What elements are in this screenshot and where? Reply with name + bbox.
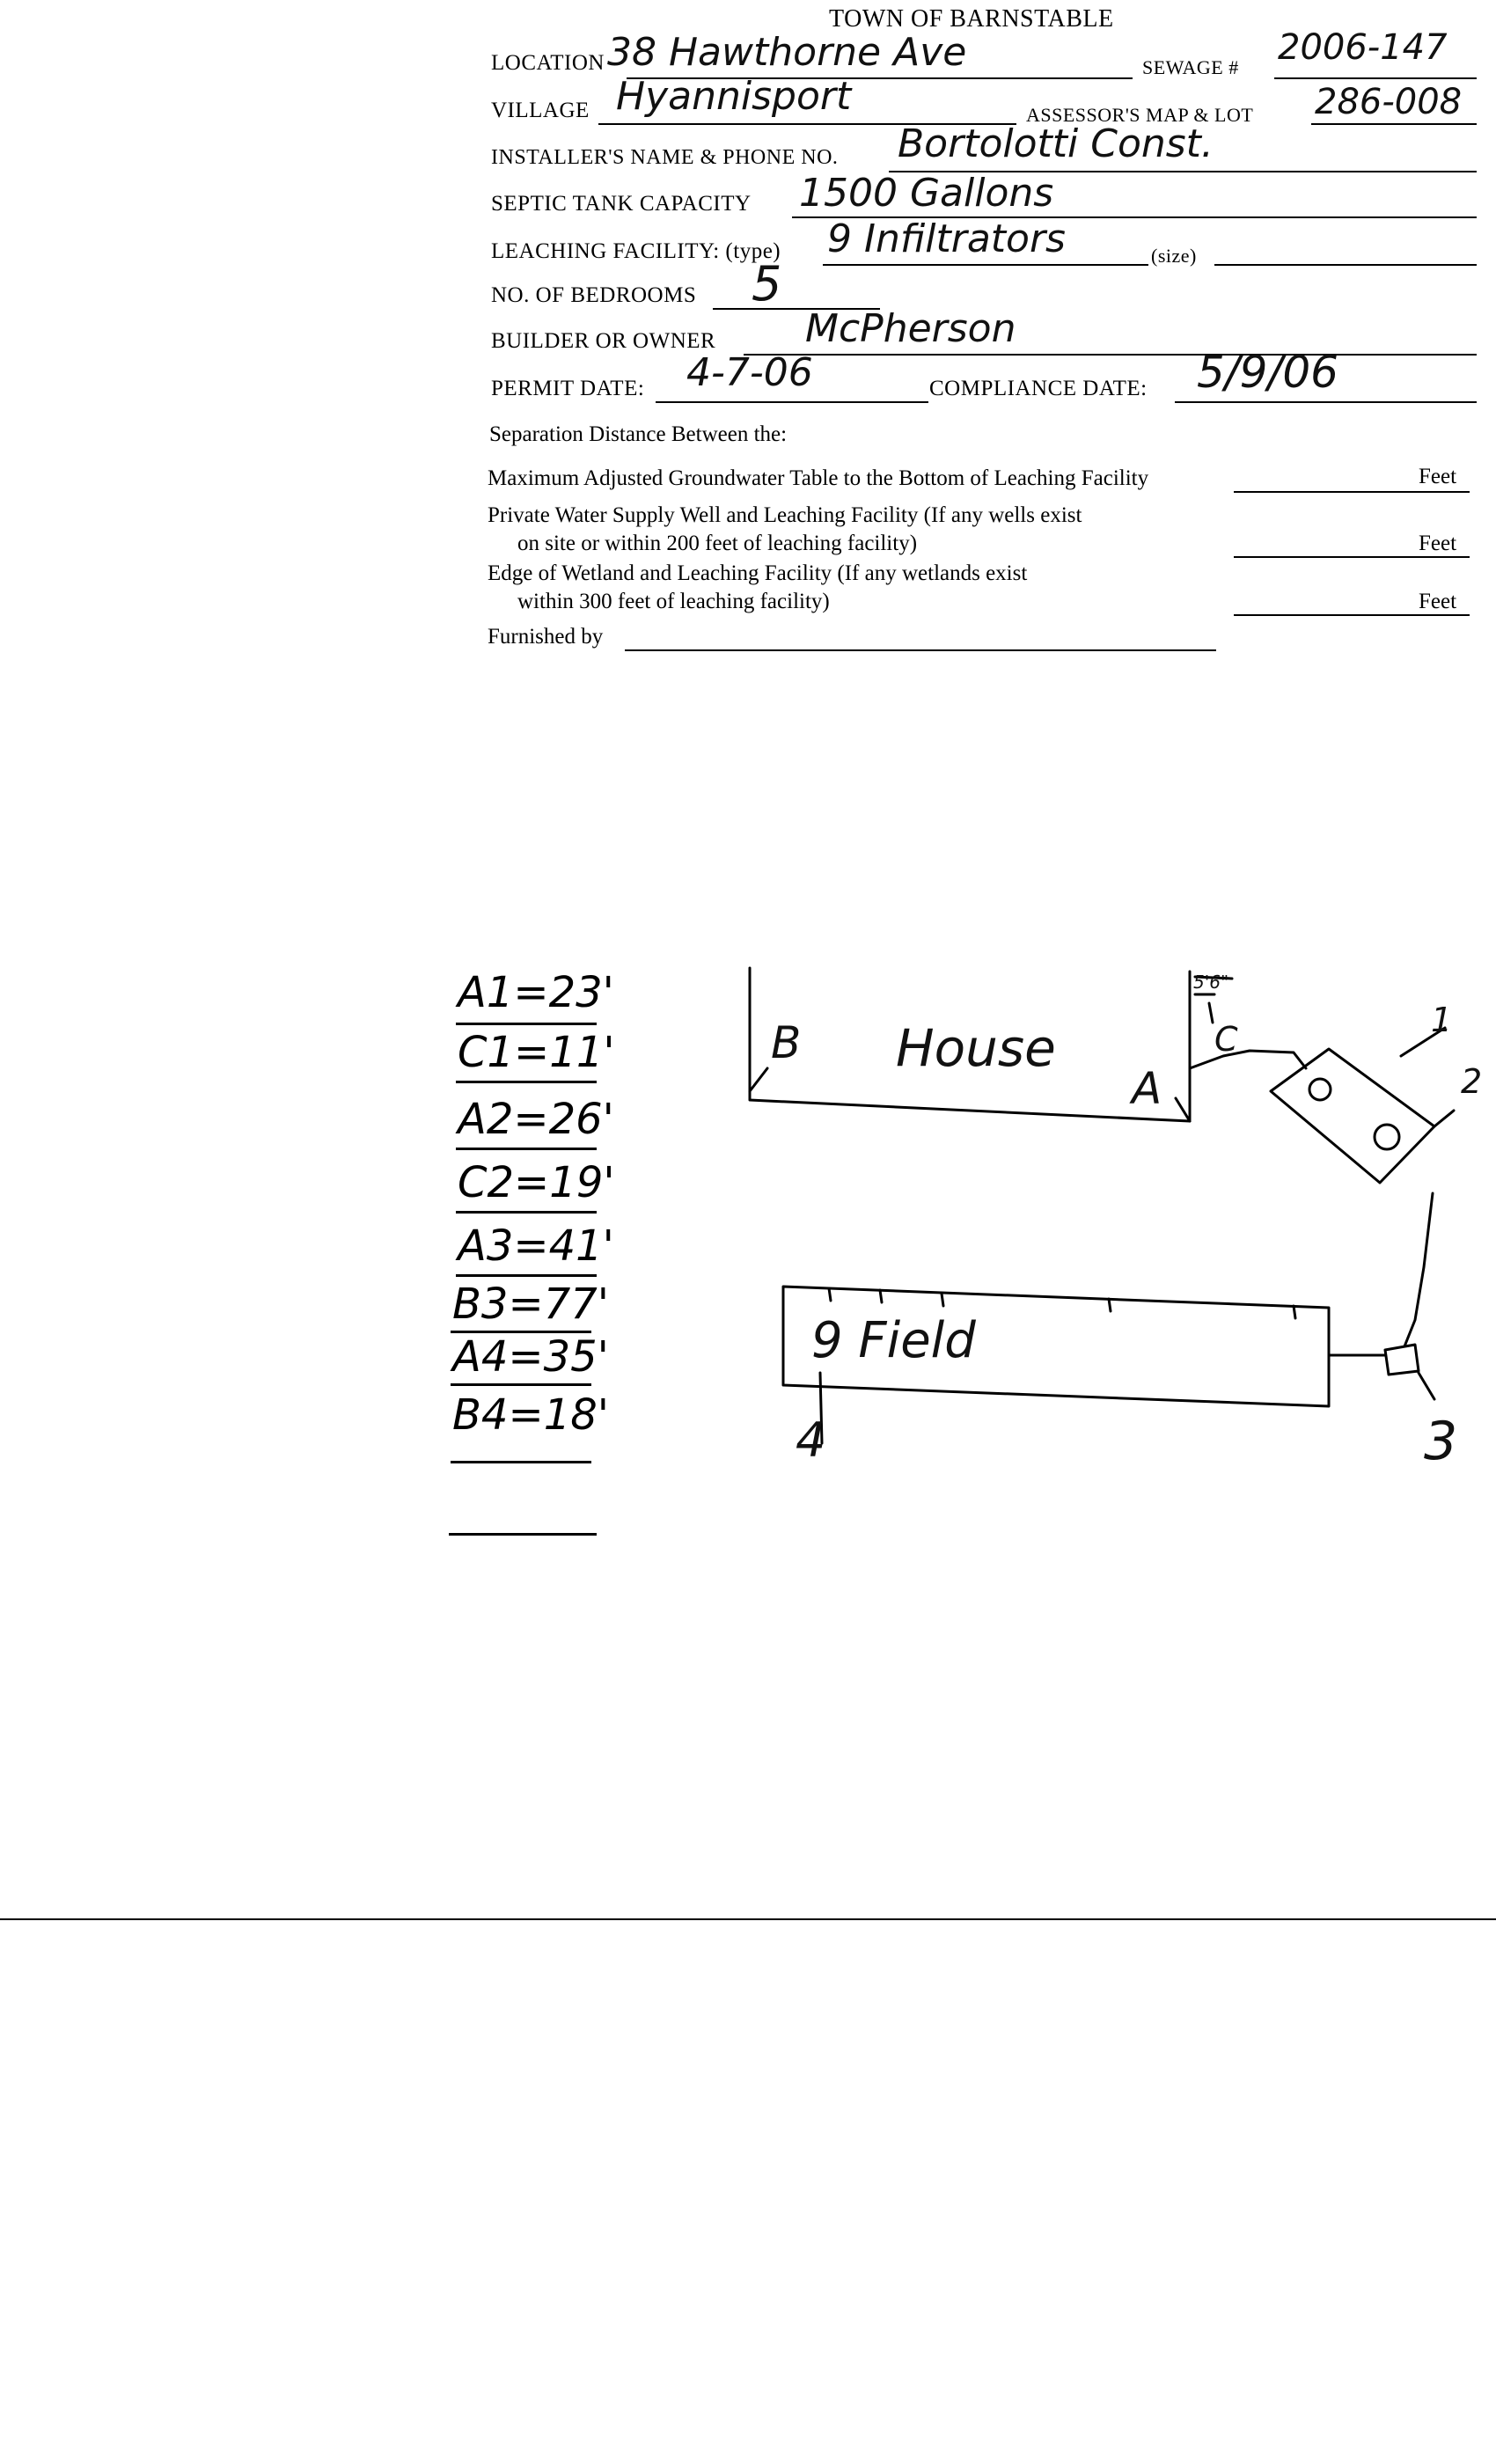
tank-inlet-cover [1309, 1079, 1331, 1100]
distribution-box [1385, 1345, 1419, 1375]
sewage-value: 2006-147 [1278, 27, 1448, 68]
compliance-label: COMPLIANCE DATE: [929, 377, 1148, 400]
location-value: 38 Hawthorne Ave [607, 30, 967, 75]
compliance-value: 5/9/06 [1197, 347, 1338, 398]
village-value: Hyannisport [616, 74, 852, 119]
wetland-row-line2: within 300 feet of leaching facility) [517, 590, 830, 613]
page-bottom-rule [0, 1918, 1496, 1920]
measurement-a1: A1=23' [458, 968, 614, 1017]
point-1-label: 1 [1431, 1001, 1453, 1039]
point-4-label: 4 [796, 1412, 826, 1468]
point-b-label: B [771, 1017, 802, 1068]
measurement-c1: C1=11' [458, 1028, 615, 1077]
house-to-tank-pipe [1190, 1051, 1306, 1068]
tank-value: 1500 Gallons [799, 171, 1054, 216]
map-lot-value: 286-008 [1315, 82, 1463, 122]
house-corner-a-tick [1176, 1098, 1190, 1121]
measurement-a2: A2=26' [458, 1095, 614, 1144]
measurement-c2: C2=19' [458, 1158, 615, 1207]
point-c-label: C [1214, 1020, 1238, 1059]
tank-outlet-cover [1375, 1125, 1399, 1149]
bedrooms-value: 5 [752, 256, 782, 312]
tank-to-dbox-pipe [1404, 1193, 1433, 1346]
installer-label: INSTALLER'S NAME & PHONE NO. [491, 146, 839, 169]
house-corner-b-tick [750, 1068, 767, 1091]
house-label: House [896, 1018, 1056, 1078]
town-heading: TOWN OF BARNSTABLE [829, 5, 1114, 33]
septic-tank [1271, 1049, 1434, 1183]
point-2-label: 2 [1461, 1062, 1483, 1101]
map-lot-label: ASSESSOR'S MAP & LOT [1026, 104, 1254, 126]
dbox-tie-3 [1419, 1373, 1434, 1399]
wetland-unit: Feet [1419, 590, 1457, 613]
leaching-label: LEACHING FACILITY: (type) [491, 239, 781, 263]
furnished-label: Furnished by [488, 625, 604, 649]
location-label: LOCATION [491, 51, 605, 75]
wetland-row-line1: Edge of Wetland and Leaching Facility (If any wetlands exist [488, 561, 1028, 585]
tank-label: SEPTIC TANK CAPACITY [491, 192, 752, 216]
well-row-line2: on site or within 200 feet of leaching facility) [517, 532, 918, 555]
measurement-a3: A3=41' [458, 1221, 614, 1271]
separation-heading: Separation Distance Between the: [489, 422, 788, 446]
permit-value: 4-7-06 [686, 350, 813, 395]
owner-label: BUILDER OR OWNER [491, 329, 716, 353]
leaching-value: 9 Infiltrators [827, 216, 1066, 261]
point-a-label: A [1132, 1063, 1162, 1114]
size-label: (size) [1151, 245, 1197, 267]
groundwater-unit: Feet [1419, 465, 1457, 488]
owner-value: McPherson [805, 306, 1016, 351]
measurement-b4: B4=18' [452, 1390, 609, 1440]
measurement-b3: B3=77' [452, 1280, 609, 1329]
bedrooms-label: NO. OF BEDROOMS [491, 283, 697, 307]
corner-note: 5'6" [1193, 972, 1229, 993]
tank-tie-2 [1434, 1111, 1454, 1126]
installer-value: Bortolotti Const. [898, 121, 1214, 166]
well-unit: Feet [1419, 532, 1457, 555]
village-label: VILLAGE [491, 99, 590, 122]
sewage-label: SEWAGE # [1142, 56, 1239, 78]
well-row-line1: Private Water Supply Well and Leaching Facility (If any wells exist [488, 503, 1082, 527]
measurement-a4: A4=35' [452, 1332, 609, 1382]
field-label: 9 Field [811, 1312, 976, 1369]
groundwater-row: Maximum Adjusted Groundwater Table to the Bottom of Leaching Facility [488, 466, 1149, 490]
permit-label: PERMIT DATE: [491, 377, 645, 400]
point-3-label: 3 [1424, 1411, 1458, 1472]
